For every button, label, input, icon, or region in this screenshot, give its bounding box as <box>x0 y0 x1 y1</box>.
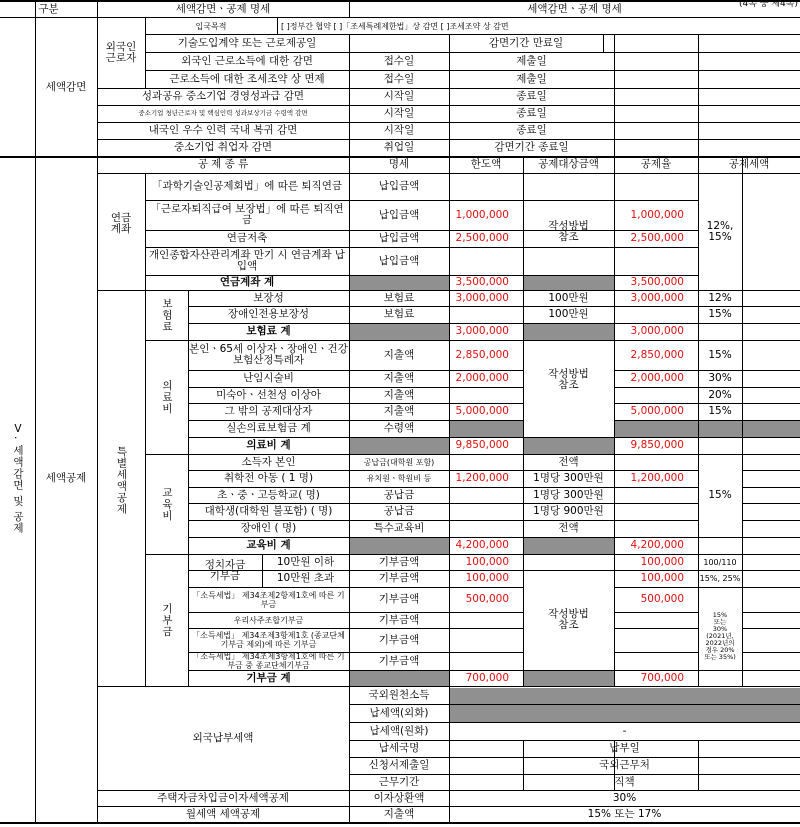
col-type: 공 제 종 류 <box>197 158 249 170</box>
col-limit: 한도액 <box>470 158 502 170</box>
medical-row-amount: 2,000,000 <box>455 372 509 384</box>
rule-h <box>614 652 698 653</box>
donation-row-rate: 15%, 25% <box>699 574 741 583</box>
rule-h <box>614 200 698 201</box>
rule-h <box>188 570 800 571</box>
medical-row-rate <box>698 420 742 437</box>
rule-v <box>349 156 350 822</box>
rule-h <box>145 200 523 201</box>
foreign-tax-row-detail: 근무기간 <box>378 775 420 788</box>
entry-purpose-options: [ ]정부간 협약 [ ]「조세특례제한법」상 감면 [ ]조세조약 상 감면 <box>281 21 509 31</box>
education-row-limit: 전액 <box>558 522 579 534</box>
monthly-rent-rate: 15% 또는 17% <box>587 807 662 820</box>
rule-h <box>614 403 800 404</box>
rule-h <box>614 370 800 371</box>
education-total-label: 교육비 계 <box>246 539 291 551</box>
education-row-detail: 공납금 <box>383 505 415 517</box>
foreign-tax-row-detail: 납세액(원화) <box>369 724 429 737</box>
pension-rate: 12%, 15% <box>706 219 734 243</box>
donation-row-target <box>614 652 698 670</box>
education-row-name: 취학전 아동 ( 1 명) <box>223 472 314 484</box>
rule-v <box>262 554 263 587</box>
education-row-target <box>614 487 698 503</box>
insurance-label: 보험료 <box>161 297 173 333</box>
start-date-label-3: 시작일 <box>383 124 415 136</box>
education-row-target: 1,200,000 <box>630 472 684 484</box>
insurance-row-rate: 15% <box>708 308 732 320</box>
foreign-tax-row-detail: 국외원천소득 <box>368 688 430 701</box>
pension-row-target <box>614 173 698 200</box>
receipt-date-label-2: 접수일 <box>383 72 415 85</box>
medical-row-rate: 15% <box>708 348 732 361</box>
rule-h <box>188 370 523 371</box>
medical-label: 의료비 <box>161 379 173 415</box>
rule-h <box>614 587 800 588</box>
rule-h <box>0 17 800 18</box>
rule-v <box>614 740 615 790</box>
foreign-tax-row-value: 납부일 <box>609 742 640 754</box>
insurance-row-name: 장애인전용보장성 <box>227 308 310 320</box>
shaded-cell <box>349 670 449 686</box>
rule-v <box>614 34 615 156</box>
donation-row-amount <box>449 628 523 652</box>
medical-row-amount <box>449 420 523 437</box>
donation-limit-note: 작성방법 참조 <box>548 608 589 631</box>
rule-h <box>742 652 800 653</box>
pension-row-detail: 납입금액 <box>378 254 420 267</box>
pension-row-target: 1,000,000 <box>630 208 684 221</box>
col-target: 공제대상금액 <box>538 158 599 170</box>
employment-date-label: 취업일 <box>383 141 415 153</box>
education-row-name: 대학생(대학원 불포함) ( 명) <box>204 505 333 517</box>
rule-h <box>145 230 614 231</box>
domestic-talent-label: 내국인 우수 인력 국내 복귀 감면 <box>148 124 298 136</box>
donation-row-name: 「소득세법」 제34조제3항제1호에 따른 기부금 중 종교단체기부금 <box>192 652 345 670</box>
end-date-label-2: 종료일 <box>516 107 547 119</box>
rule-v <box>145 290 146 686</box>
rule-h <box>145 454 800 455</box>
medical-row-detail: 수령액 <box>383 422 415 434</box>
submit-date-label-2: 제출일 <box>516 72 547 85</box>
rule-h <box>145 34 800 35</box>
donation-row-name: 10만원 이하 <box>276 555 335 568</box>
education-rate: 15% <box>708 489 732 501</box>
rule-v <box>277 18 278 34</box>
col-detail: 명세 <box>388 158 410 170</box>
rule-v <box>603 34 604 52</box>
donation-row-detail: 기부금액 <box>378 633 420 646</box>
housing-loan-detail: 이자상환액 <box>373 791 425 804</box>
education-row-name: 소득자 본인 <box>241 455 296 468</box>
rule-h <box>145 52 800 53</box>
page-note: (4쪽 중 제4쪽) <box>739 0 798 9</box>
donation-row-amount: 100,000 <box>465 572 509 584</box>
pension-row-detail: 납입금액 <box>378 232 420 244</box>
donation-row-name: 10만원 초과 <box>276 572 335 584</box>
pension-row-name: 개인종합자산관리계좌 만기 시 연금계좌 납입액 <box>149 249 345 272</box>
education-row-amount <box>449 487 523 503</box>
medical-row-rate: 30% <box>708 372 732 384</box>
foreign-tax-row-detail: 납세국명 <box>378 742 420 754</box>
rule-h <box>188 612 523 613</box>
rule-h <box>614 420 800 421</box>
pension-row-detail: 납입금액 <box>378 208 420 221</box>
section-v-label: Ⅴ. 세액감면 및 공제 <box>12 422 24 534</box>
medical-row-name: 난임시술비 <box>243 372 294 384</box>
medical-row-detail: 지출액 <box>383 388 415 401</box>
header-gubun: 구분 <box>38 2 59 15</box>
rule-h <box>0 822 800 824</box>
header-left-title: 세액감면ㆍ공제 명세 <box>175 2 271 15</box>
medical-limit-note: 작성방법 참조 <box>548 368 589 391</box>
submit-date-label: 제출일 <box>516 54 547 67</box>
rule-v <box>523 740 524 790</box>
rule-v <box>698 740 699 790</box>
insurance-row-amount: 3,000,000 <box>455 291 509 304</box>
education-row-amount: 1,200,000 <box>455 472 509 484</box>
education-row-detail: 공납금(대학원 포함) <box>363 457 435 467</box>
political-donation-label: 정치자금 기부금 <box>204 558 246 582</box>
medical-total-label: 의료비 계 <box>246 439 291 451</box>
medical-row-target: 2,850,000 <box>630 348 684 361</box>
rule-h <box>742 487 800 488</box>
pension-row-amount: 1,000,000 <box>455 208 509 221</box>
rule-h <box>349 740 800 741</box>
rule-h <box>188 520 698 521</box>
education-row-detail: 공납금 <box>383 488 415 501</box>
donation-row-target <box>614 628 698 652</box>
receipt-date-label: 접수일 <box>383 54 415 67</box>
rule-h <box>145 554 800 555</box>
end-date-label: 종료일 <box>516 90 547 102</box>
credit-label: 세액공제 <box>45 471 87 484</box>
rule-v <box>349 0 350 18</box>
rule-v <box>742 156 743 686</box>
donation-row-target: 100,000 <box>640 572 684 584</box>
rule-h <box>742 520 800 521</box>
entry-purpose-label: 입국목적 <box>195 21 227 31</box>
rule-h <box>145 247 614 248</box>
monthly-rent-detail: 지출액 <box>383 807 415 820</box>
rule-v <box>449 52 450 156</box>
pension-row-amount <box>449 173 523 200</box>
donation-row-detail: 기부금액 <box>378 593 420 605</box>
education-label: 교육비 <box>161 486 173 522</box>
pension-row-name: 연금저축 <box>226 232 268 244</box>
rule-h <box>188 387 523 388</box>
education-row-name: 초ㆍ중ㆍ고등학교( 명) <box>217 488 320 501</box>
col-rate: 공제율 <box>640 158 672 170</box>
education-row-target <box>614 503 698 520</box>
rule-h <box>188 403 523 404</box>
tech-intro-label: 기술도입계약 또는 근로제공일 <box>177 36 317 49</box>
shaded-cell <box>349 275 449 290</box>
medical-row-name: 그 밖의 공제대상자 <box>224 405 313 417</box>
foreign-tax-row-value <box>449 704 800 722</box>
insurance-row-limit: 100만원 <box>548 291 589 304</box>
donation-row-detail: 기부금액 <box>378 654 420 667</box>
education-total-target: 4,200,000 <box>630 539 684 551</box>
insurance-total-label: 보험료 계 <box>246 325 291 337</box>
rule-v <box>523 156 524 686</box>
donation-row-name: 「소득세법」 제34조제3항제1호 (종교단체 기부금 제외)에 따른 기부금 <box>192 631 345 649</box>
rule-h <box>188 487 698 488</box>
medical-row-target: 5,000,000 <box>630 405 684 417</box>
medical-row-detail: 지출액 <box>383 372 415 384</box>
rule-h <box>349 722 800 723</box>
donation-row-detail: 기부금액 <box>378 613 420 626</box>
shaded-cell <box>523 537 614 554</box>
medical-total-amount: 9,850,000 <box>455 439 509 451</box>
insurance-total-amount: 3,000,000 <box>455 325 509 337</box>
education-row-amount <box>449 503 523 520</box>
rule-h <box>742 470 800 471</box>
donation-row-amount: 500,000 <box>465 593 509 605</box>
rule-h <box>742 628 800 629</box>
foreign-tax-row-detail: 납세액(외화) <box>369 706 429 719</box>
medical-row-target: 2,000,000 <box>630 372 684 384</box>
insurance-row-name: 보장성 <box>253 291 284 304</box>
rule-v <box>188 290 189 686</box>
insurance-row-target: 3,000,000 <box>630 291 684 304</box>
foreign-tax-row-value: - <box>622 724 627 737</box>
insurance-total-target: 3,000,000 <box>630 325 684 337</box>
sme-employment-label: 중소기업 취업자 감면 <box>174 141 272 153</box>
sme-bonus-label: 성과공유 중소기업 경영성과급 감면 <box>141 90 305 102</box>
rule-v <box>145 18 146 88</box>
rule-v <box>614 156 615 686</box>
insurance-row-detail: 보험료 <box>383 291 415 304</box>
donation-row-detail: 기부금액 <box>378 572 420 584</box>
donation-rate-note: 15% 또는 30% (2021년, 2022년의 경우 20% 또는 35%) <box>704 611 736 661</box>
education-row-amount <box>449 454 523 470</box>
rule-h <box>188 670 800 671</box>
rule-h <box>145 275 614 276</box>
donation-row-rate: 100/110 <box>703 557 737 567</box>
rule-v <box>145 173 146 290</box>
foreign-income-reduction-label: 외국인 근로소득에 대한 감면 <box>181 54 313 67</box>
education-row-detail: 유치원ㆍ학원비 등 <box>366 474 432 483</box>
donation-row-amount <box>449 612 523 628</box>
medical-row-amount: 2,850,000 <box>455 348 509 361</box>
rule-h <box>349 704 800 705</box>
special-credit-label: 특별세액공제 <box>115 445 128 515</box>
rule-h <box>188 503 698 504</box>
education-row-limit: 1명당 900만원 <box>533 505 604 517</box>
rule-h <box>188 470 698 471</box>
pension-total-amount: 3,500,000 <box>455 276 509 288</box>
rule-h <box>742 503 800 504</box>
rule-h <box>614 612 698 613</box>
medical-row-name: 실손의료보험금 계 <box>226 422 311 434</box>
rule-h <box>349 757 800 758</box>
donation-row-amount <box>449 652 523 670</box>
foreign-tax-row-value: 국외근무처 <box>599 759 650 771</box>
start-date-label-2: 시작일 <box>383 107 415 119</box>
education-row-detail: 특수교육비 <box>373 522 425 534</box>
rule-h <box>349 774 800 775</box>
rule-h <box>188 652 523 653</box>
rule-h <box>0 156 800 158</box>
medical-row-target <box>614 387 698 403</box>
rule-h <box>145 340 800 341</box>
shaded-cell <box>349 437 449 454</box>
donation-row-name: 우리사주조합기부금 <box>233 615 304 625</box>
donation-total-label: 기부금 계 <box>246 671 291 684</box>
pension-row-name: 「과학기술인공제회법」에 따른 퇴직연금 <box>152 180 342 192</box>
header-right-title: 세액감면ㆍ공제 명세 <box>527 2 622 15</box>
pension-total-target: 3,500,000 <box>630 276 684 288</box>
donation-row-target: 500,000 <box>640 593 684 605</box>
education-row-target <box>614 520 698 537</box>
medical-row-detail: 지출액 <box>383 348 415 361</box>
reduction-end-label: 감면기간 종료일 <box>494 141 569 153</box>
medical-row-amount: 5,000,000 <box>455 405 509 417</box>
insurance-row-target <box>614 306 698 323</box>
foreign-tax-row-value: 직책 <box>614 775 635 788</box>
education-row-name: 장애인 ( 명) <box>240 522 297 534</box>
sme-youth-label: 중소기업 청년근로자 및 핵심인력 성과보상기금 수령액 감면 <box>138 109 308 117</box>
rule-h <box>188 587 523 588</box>
rule-v <box>449 156 450 822</box>
education-total-amount: 4,200,000 <box>455 539 509 551</box>
medical-total-target: 9,850,000 <box>630 439 684 451</box>
rule-h <box>614 247 698 248</box>
donation-row-target <box>614 612 698 628</box>
donation-row-amount: 100,000 <box>465 555 509 568</box>
insurance-row-detail: 보험료 <box>383 308 415 320</box>
education-row-limit: 1명당 300만원 <box>533 472 604 484</box>
education-row-limit: 전액 <box>558 455 579 468</box>
pension-limit-note: 작성방법 참조 <box>548 219 589 243</box>
pension-row-amount <box>449 247 523 275</box>
education-row-target <box>614 454 698 470</box>
rule-v <box>35 0 36 822</box>
monthly-rent-label: 월세액 세액공제 <box>185 807 261 820</box>
start-date-label: 시작일 <box>383 90 415 102</box>
rule-v <box>349 34 350 156</box>
education-row-amount <box>449 520 523 537</box>
medical-row-detail: 지출액 <box>383 405 415 417</box>
rule-h <box>742 612 800 613</box>
rule-h <box>188 537 800 538</box>
pension-row-detail: 납입금액 <box>378 180 420 192</box>
pension-row-target <box>614 247 698 275</box>
pension-row-name: 「근로자퇴직급여 보장법」에 따른 퇴직연금 <box>150 203 344 226</box>
shaded-cell <box>349 323 449 340</box>
end-date-label-3: 종료일 <box>516 124 547 136</box>
medical-row-amount <box>449 387 523 403</box>
rule-h <box>188 437 800 438</box>
pension-row-target: 2,500,000 <box>630 232 684 244</box>
donation-total-target: 700,000 <box>640 671 684 684</box>
rule-h <box>614 387 800 388</box>
medical-row-rate: 20% <box>708 388 732 401</box>
reduction-label: 세액감면 <box>45 80 87 93</box>
pension-row-amount: 2,500,000 <box>455 232 509 244</box>
shaded-cell <box>523 437 614 454</box>
insurance-row-limit: 100만원 <box>548 308 589 320</box>
housing-loan-rate: 30% <box>612 791 637 804</box>
rule-h <box>188 628 523 629</box>
foreign-worker-label: 외국인 근로자 <box>105 41 137 64</box>
donation-total-amount: 700,000 <box>465 671 509 684</box>
rule-v <box>97 0 98 822</box>
col-credit: 공제세액 <box>728 158 770 170</box>
donation-row-detail: 기부금액 <box>378 555 420 568</box>
medical-row-target <box>614 420 698 437</box>
rule-v <box>698 156 699 686</box>
shaded-cell <box>523 670 614 686</box>
pension-label: 연금 계좌 <box>110 212 132 235</box>
rule-h <box>188 420 523 421</box>
insurance-row-rate: 12% <box>708 291 732 304</box>
rule-h <box>145 70 800 71</box>
rule-v <box>698 34 699 156</box>
housing-loan-label: 주택자금차입금이자세액공제 <box>157 791 289 804</box>
education-row-limit: 1명당 300만원 <box>533 488 604 501</box>
foreign-tax-row-value <box>449 686 800 704</box>
foreign-tax-label: 외국납부세액 <box>192 731 254 744</box>
shaded-cell <box>523 323 614 340</box>
reduction-expiry-label: 감면기간 만료일 <box>488 36 564 49</box>
rule-h <box>614 275 698 276</box>
rule-v <box>449 34 450 52</box>
treaty-reduction-label: 근로소득에 대한 조세조약 상 면제 <box>169 72 325 85</box>
donation-row-target: 100,000 <box>640 555 684 568</box>
rule-h <box>614 628 698 629</box>
rule-h <box>0 0 800 2</box>
donation-row-name: 「소득세법」 제34조제2항제1호에 따른 기부금 <box>192 590 345 609</box>
donation-label: 기부금 <box>161 602 173 638</box>
rule-h <box>614 230 698 231</box>
rule-h <box>188 323 800 324</box>
medical-row-name: 미숙아ㆍ선천성 이상아 <box>216 388 321 401</box>
shaded-cell <box>349 537 449 554</box>
insurance-row-amount <box>449 306 523 323</box>
medical-row-rate: 15% <box>708 405 732 417</box>
foreign-tax-row-detail: 신청서제출일 <box>368 759 430 771</box>
rule-h <box>188 306 800 307</box>
pension-total-label: 연금계좌 계 <box>219 276 275 288</box>
medical-row-name: 본인ㆍ65세 이상자ㆍ장애인ㆍ건강보험산정특례자 <box>189 343 348 366</box>
